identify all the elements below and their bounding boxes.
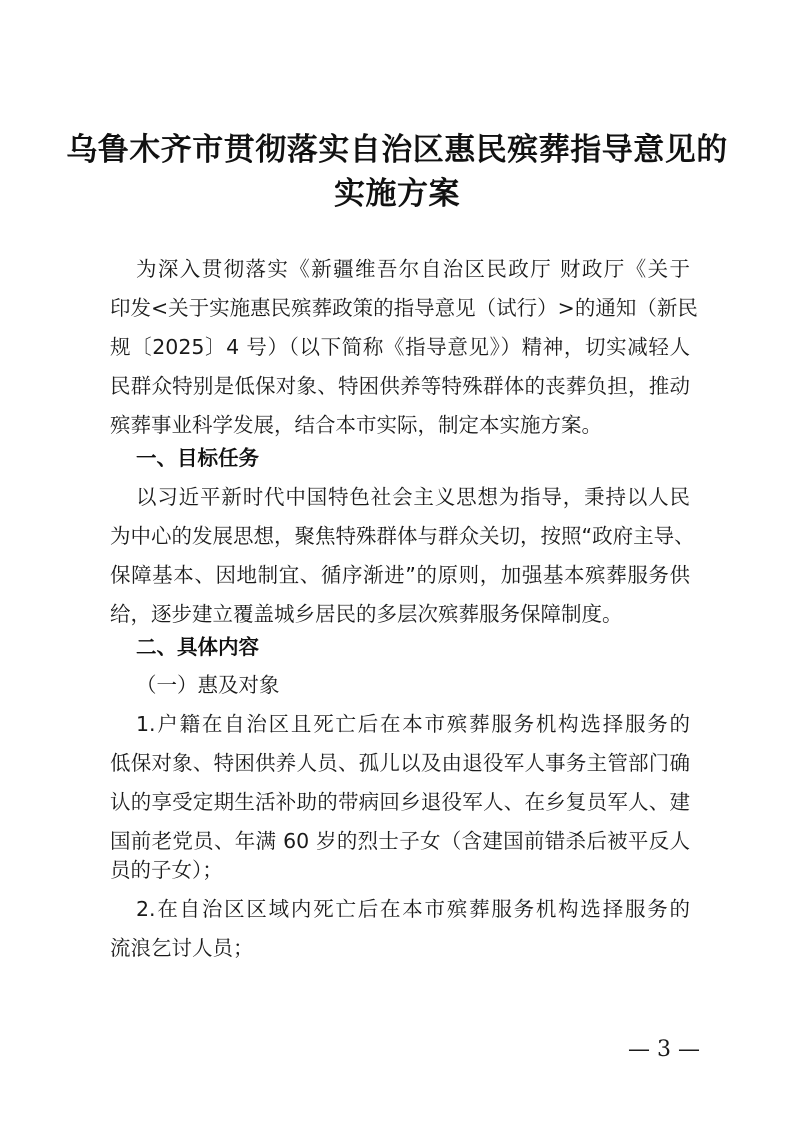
intro-line: 规〔2025〕4 号）（以下简称《指导意见》）精神，切实减轻人 bbox=[110, 335, 690, 359]
item1-line: 员的子女）； bbox=[110, 858, 223, 882]
intro-line: 殡葬事业科学发展，结合本市实际，制定本实施方案。 bbox=[110, 413, 602, 437]
item1-line: 认的享受定期生活补助的带病回乡退役军人、在乡复员军人、建 bbox=[110, 790, 690, 814]
section-heading: 一、目标任务 bbox=[136, 446, 259, 470]
intro-line: 民群众特别是低保对象、特困供养等特殊群体的丧葬负担，推动 bbox=[110, 374, 690, 398]
section1-line: 给，逐步建立覆盖城乡居民的多层次殡葬服务保障制度。 bbox=[110, 602, 623, 626]
section1-line: 为中心的发展思想，聚焦特殊群体与群众关切，按照“政府主导、 bbox=[110, 524, 695, 548]
intro-line: 印发<关于实施惠民殡葬政策的指导意见（试行）>的通知（新民 bbox=[110, 296, 698, 320]
item1-line: 低保对象、特困供养人员、孤儿以及由退役军人事务主管部门确 bbox=[110, 751, 690, 775]
document-title-line-2: 实施方案 bbox=[334, 176, 460, 212]
item2-line: 流浪乞讨人员； bbox=[110, 936, 254, 960]
subsection-heading: （一）惠及对象 bbox=[136, 673, 280, 697]
item1-line: 1.户籍在自治区且死亡后在本市殡葬服务机构选择服务的 bbox=[136, 712, 690, 736]
section-heading: 二、具体内容 bbox=[136, 635, 259, 659]
section1-line: 以习近平新时代中国特色社会主义思想为指导，秉持以人民 bbox=[136, 485, 690, 509]
section1-line: 保障基本、因地制宜、循序渐进”的原则，加强基本殡葬服务供 bbox=[110, 563, 690, 587]
item2-line: 2.在自治区区域内死亡后在本市殡葬服务机构选择服务的 bbox=[136, 897, 690, 921]
item1-line: 国前老党员、年满 60 岁的烈士子女（含建国前错杀后被平反人 bbox=[110, 829, 690, 853]
document-title-line-1: 乌鲁木齐市贯彻落实自治区惠民殡葬指导意见的 bbox=[66, 132, 728, 168]
intro-line: 为深入贯彻落实《新疆维吾尔自治区民政厅 财政厅《关于 bbox=[136, 257, 690, 281]
page-number: — 3 — bbox=[628, 1037, 700, 1062]
